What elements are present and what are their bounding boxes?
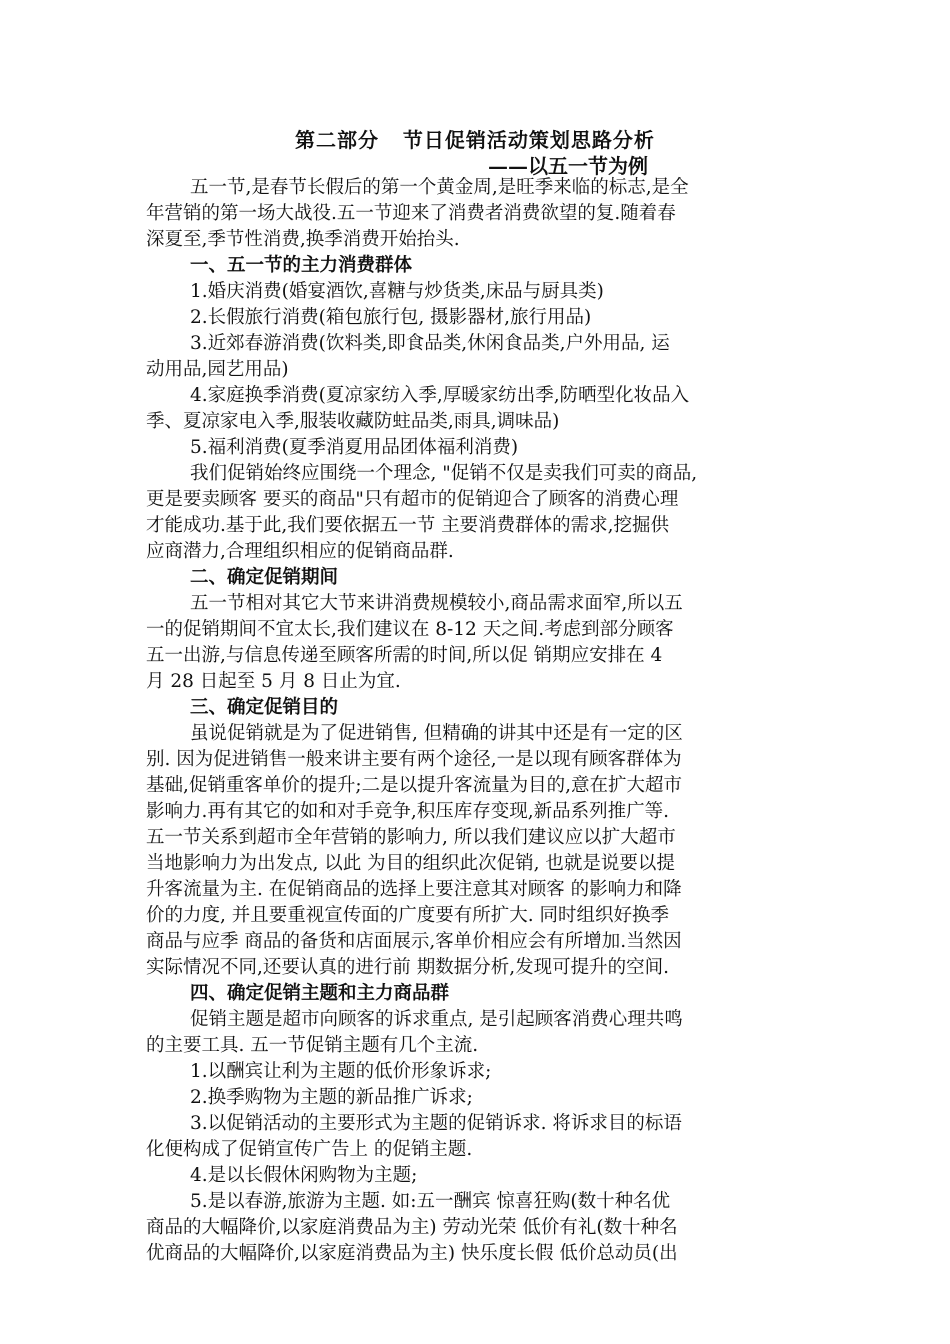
paragraph-line: 实际情况不同,还要认真的进行前 期数据分析,发现可提升的空间. <box>146 957 670 978</box>
paragraph-line: 五一节相对其它大节来讲消费规模较小,商品需求面窄,所以五 <box>190 593 683 614</box>
paragraph-line: 才能成功.基于此,我们要依据五一节 主要消费群体的需求,挖掘供 <box>146 515 670 536</box>
paragraph-line: 虽说促销就是为了促进销售, 但精确的讲其中还是有一定的区 <box>190 723 683 744</box>
paragraph-line: 商品的大幅降价,以家庭消费品为主) 劳动光荣 低价有礼(数十种名 <box>146 1217 678 1238</box>
list-item: 2.换季购物为主题的新品推广诉求; <box>190 1087 473 1108</box>
paragraph-line: 商品与应季 商品的备货和店面展示,客单价相应会有所增加.当然因 <box>146 931 682 952</box>
paragraph-line: 基础,促销重客单价的提升;二是以提升客流量为目的,意在扩大超市 <box>146 775 682 796</box>
list-item: 1.以酬宾让利为主题的低价形象诉求; <box>190 1061 492 1082</box>
list-item: 4.家庭换季消费(夏凉家纺入季,厚暖家纺出季,防晒型化妆品入 <box>190 385 690 406</box>
paragraph-line: 更是要卖顾客 要买的商品"只有超市的促销迎合了顾客的消费心理 <box>146 489 679 510</box>
list-item: 5.福利消费(夏季消夏用品团体福利消费) <box>190 437 519 458</box>
paragraph-line: 季、夏凉家电入季,服装收藏防蛀品类,雨具,调味品) <box>146 411 560 432</box>
section-heading: 四、确定促销主题和主力商品群 <box>190 983 450 1004</box>
paragraph-line: 五一节关系到超市全年营销的影响力, 所以我们建议应以扩大超市 <box>146 827 676 848</box>
list-item: 4.是以长假休闲购物为主题; <box>190 1165 418 1186</box>
paragraph-line: 五一出游,与信息传递至顾客所需的时间,所以促 销期应安排在 4 <box>146 645 663 666</box>
list-item: 1.婚庆消费(婚宴酒饮,喜糖与炒货类,床品与厨具类) <box>190 281 604 302</box>
list-item: 5.是以春游,旅游为主题. 如:五一酬宾 惊喜狂购(数十种名优 <box>190 1191 671 1212</box>
section-heading: 二、确定促销期间 <box>190 567 339 588</box>
paragraph-line: 升客流量为主. 在促销商品的选择上要注意其对顾客 的影响力和降 <box>146 879 682 900</box>
paragraph-line: 化便构成了促销宣传广告上 的促销主题. <box>146 1139 473 1160</box>
paragraph-line: 优商品的大幅降价,以家庭消费品为主) 快乐度长假 低价总动员(出 <box>146 1243 678 1264</box>
paragraph-line: 当地影响力为出发点, 以此 为目的组织此次促销, 也就是说要以提 <box>146 853 675 874</box>
list-item: 3.以促销活动的主要形式为主题的促销诉求. 将诉求目的标语 <box>190 1113 682 1134</box>
document-subtitle: ——以五一节为例 <box>488 154 648 178</box>
paragraph-line: 促销主题是超市向顾客的诉求重点, 是引起顾客消费心理共鸣 <box>190 1009 683 1030</box>
section-heading: 一、五一节的主力消费群体 <box>190 255 413 276</box>
paragraph-line: 价的力度, 并且要重视宣传面的广度要有所扩大. 同时组织好换季 <box>146 905 670 926</box>
paragraph-line: 五一节,是春节长假后的第一个黄金周,是旺季来临的标志,是全 <box>190 177 689 198</box>
paragraph-line: 年营销的第一场大战役.五一节迎来了消费者消费欲望的复.随着春 <box>146 203 676 224</box>
document-title: 第二部分 节日促销活动策划思路分析 <box>295 128 655 152</box>
paragraph-line: 影响力.再有其它的如和对手竞争,积压库存变现,新品系列推广等. <box>146 801 670 822</box>
paragraph-line: 我们促销始终应围绕一个理念, "促销不仅是卖我们可卖的商品, <box>190 463 698 484</box>
paragraph-line: 月 28 日起至 5 月 8 日止为宜. <box>146 671 401 692</box>
paragraph-line: 应商潜力,合理组织相应的促销商品群. <box>146 541 454 562</box>
paragraph-line: 别. 因为促进销售一般来讲主要有两个途径,一是以现有顾客群体为 <box>146 749 682 770</box>
section-heading: 三、确定促销目的 <box>190 697 339 718</box>
list-item: 2.长假旅行消费(箱包旅行包, 摄影器材,旅行用品) <box>190 307 592 328</box>
paragraph-line: 一的促销期间不宜太长,我们建议在 8-12 天之间.考虑到部分顾客 <box>146 619 674 640</box>
paragraph-line: 动用品,园艺用品) <box>146 359 289 380</box>
list-item: 3.近郊春游消费(饮料类,即食品类,休闲食品类,户外用品, 运 <box>190 333 670 354</box>
paragraph-line: 的主要工具. 五一节促销主题有几个主流. <box>146 1035 479 1056</box>
paragraph-line: 深夏至,季节性消费,换季消费开始抬头. <box>146 229 460 250</box>
